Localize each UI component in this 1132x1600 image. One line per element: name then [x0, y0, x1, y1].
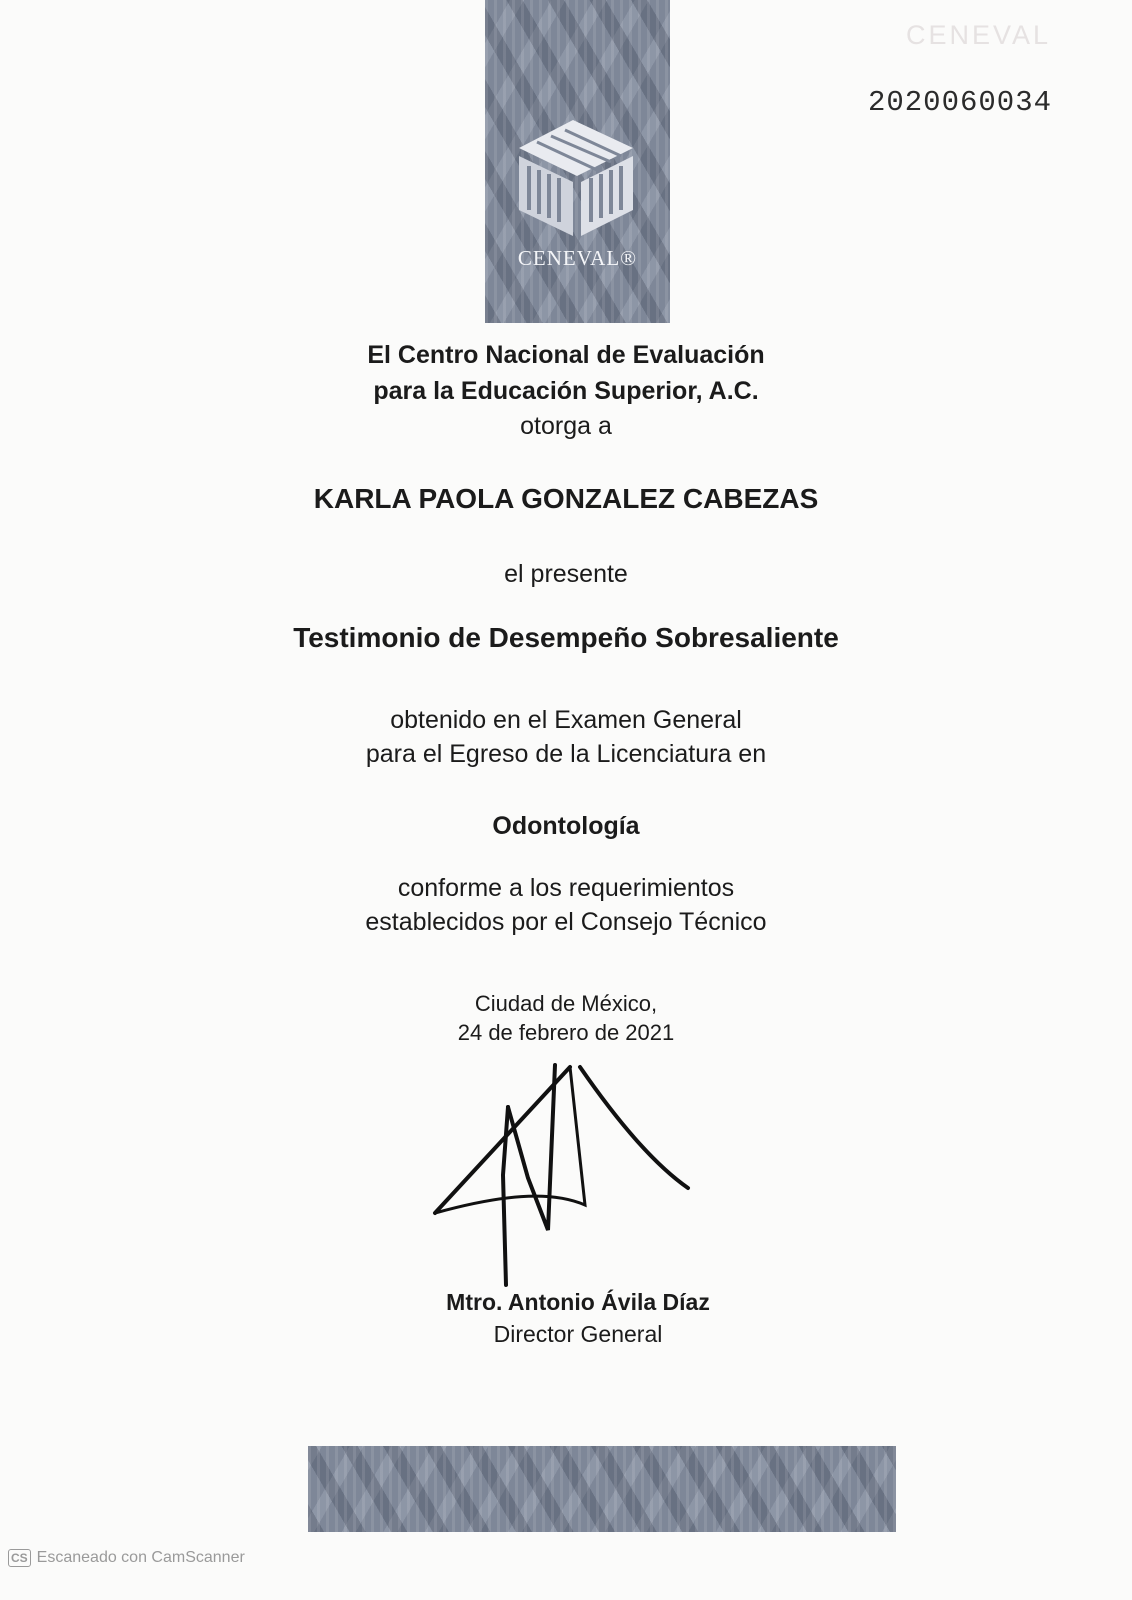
faint-stamp: CENEVAL	[906, 20, 1052, 50]
camscanner-text: Escaneado con CamScanner	[36, 1549, 245, 1566]
award-title: Testimonio de Desempeño Sobresaliente	[293, 622, 839, 653]
grant-text: otorga a	[520, 412, 612, 440]
signer-name: Mtro. Antonio Ávila Díaz	[446, 1289, 710, 1315]
issuer-line-2: para la Educación Superior, A.C.	[373, 377, 759, 405]
exam-line-1: obtenido en el Examen General	[390, 706, 742, 734]
issuer-line-1: El Centro Nacional de Evaluación	[367, 341, 765, 369]
requirements-line-1: conforme a los requerimientos	[397, 874, 735, 902]
issue-date: 24 de febrero de 2021	[457, 1020, 675, 1045]
program-name: Odontología	[492, 812, 640, 840]
decorative-bottom-band	[308, 1446, 896, 1532]
signature-icon	[420, 1055, 710, 1295]
camscanner-watermark	[8, 1549, 245, 1567]
issue-city: Ciudad de México,	[474, 991, 658, 1016]
exam-line-2: para el Egreso de la Licenciatura en	[365, 740, 767, 768]
camscanner-badge: CS	[8, 1549, 31, 1567]
folio-number: 2020060034	[867, 86, 1052, 119]
logo-wordmark: CENEVAL®	[517, 246, 638, 270]
recipient-name: KARLA PAOLA GONZALEZ CABEZAS	[313, 483, 819, 514]
ceneval-logo-icon	[517, 118, 639, 238]
requirements-line-2: establecidos por el Consejo Técnico	[365, 908, 767, 936]
signer-title: Director General	[493, 1321, 663, 1347]
present-text: el presente	[504, 560, 628, 588]
